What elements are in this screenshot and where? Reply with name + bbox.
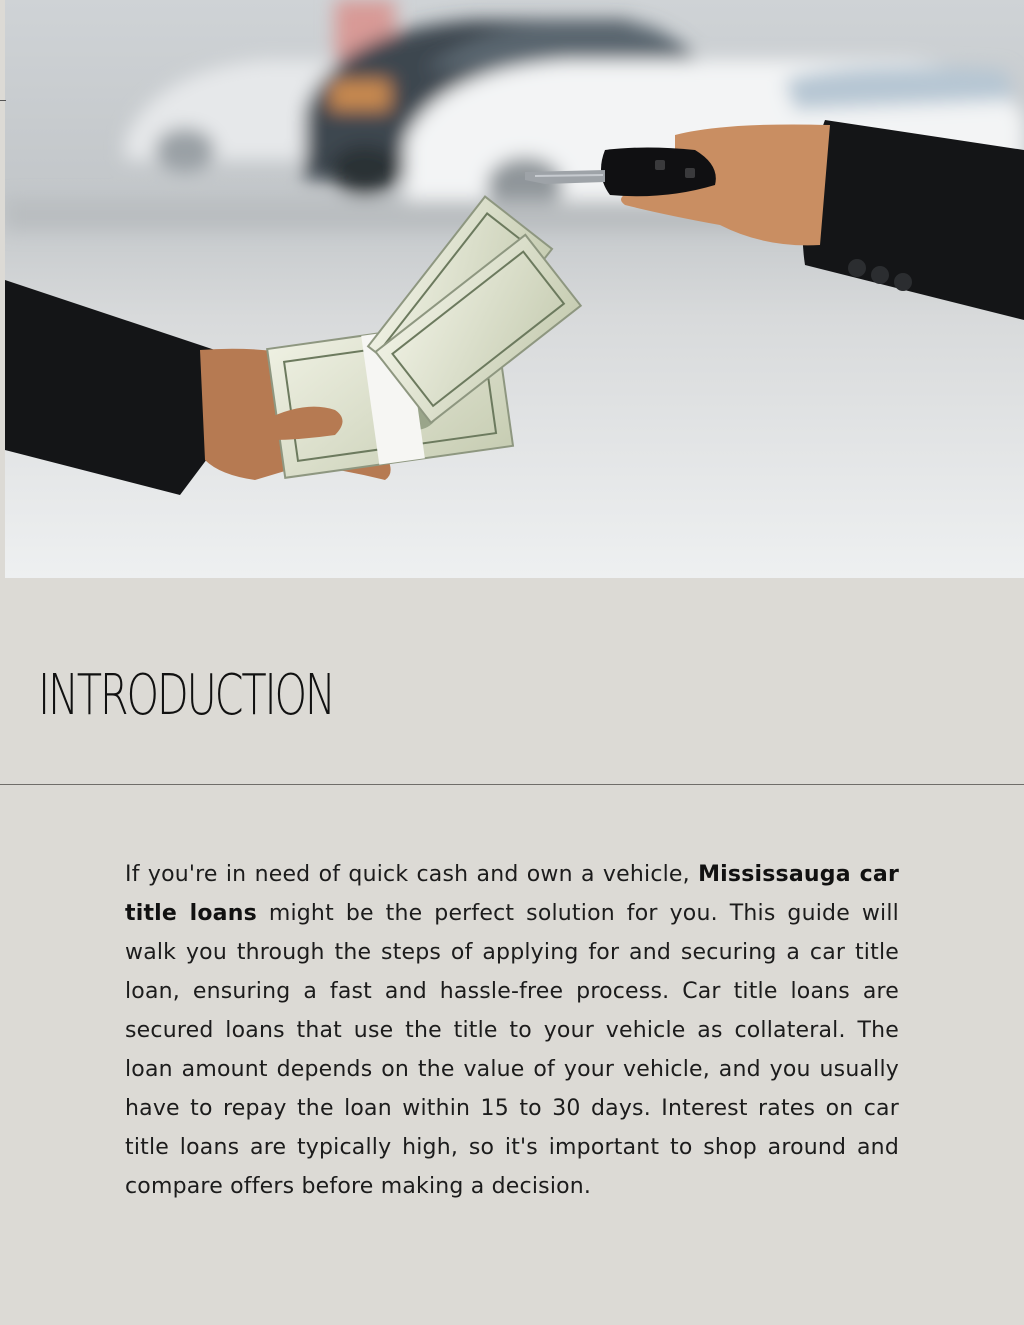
edge-mark — [0, 100, 6, 101]
intro-paragraph — [125, 855, 899, 1206]
section-title: INTRODUCTION — [38, 663, 334, 728]
section-divider — [0, 784, 1024, 785]
hero-photo — [5, 0, 1024, 578]
intro-text-after: might be the perfect solution for you. This guide will walk you through the steps of applying for and securing a car title loan, ensuring a fast and hassle-free process. Car title loans are secured loans that use the title to your vehicle as collateral. The loan amount depends on the value of your vehicle, and you usually have to repay the loan within 15 to 30 days. Interest rates on car title loans are typically high, so it's important to shop around and compare offers before making a decision. — [125, 901, 899, 1199]
cash-for-keys-illustration — [5, 0, 1024, 578]
intro-keyword: Mississauga car title loans — [125, 862, 899, 926]
intro-text-before: If you're in need of quick cash and own a vehicle, — [125, 862, 699, 887]
